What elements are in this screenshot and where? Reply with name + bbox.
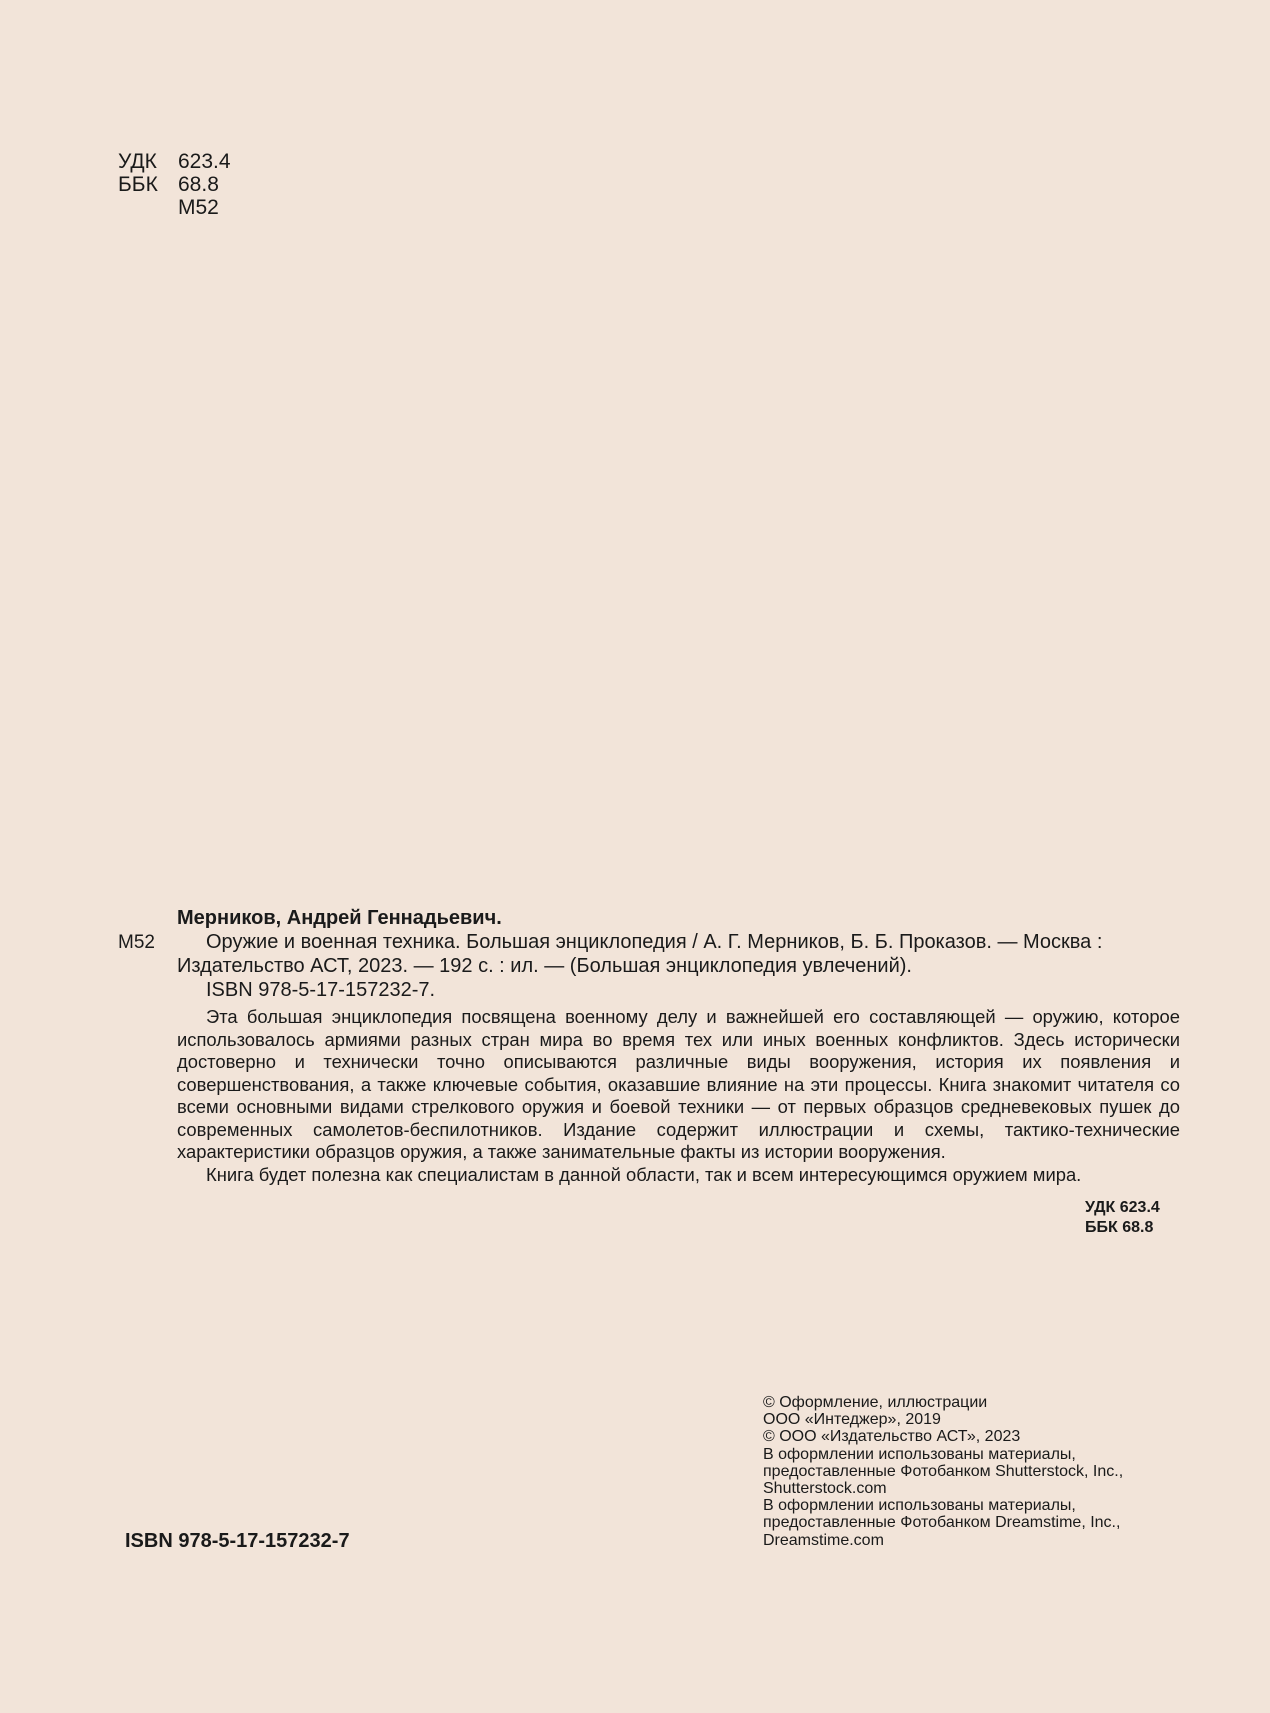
classification-codes-bottom bbox=[1085, 1198, 1160, 1238]
title-line: Оружие и военная техника. Большая энциклопедия / А. Г. Мерников, Б. Б. Проказов. — Москва : bbox=[206, 931, 1103, 953]
annotation-paragraph-1: Эта большая энциклопедия посвящена военному делу и важнейшей его составляющей — оружию, которое использовалось армиями разных стран мира во время тех или иных военных конфликтов. Здесь исторически достоверно и технически точно описываются различные виды вооружения, история их появления и совершенствования, а также ключевые события, оказавшие влияние на эти процессы. Книга знакомит читателя со всеми основными видами стрелкового оружия и боевой техники — от первых образцов средневековых пушек до современных самолетов-беспилотников. Издание содержит иллюстрации и схемы, тактико-технические характеристики образцов оружия, а также занимательные факты из истории вооружения. bbox=[177, 1006, 1180, 1162]
udk-label: УДК bbox=[118, 150, 157, 173]
credit-line: Shutterstock.com bbox=[763, 1480, 887, 1498]
credit-line: В оформлении использованы материалы, bbox=[763, 1497, 1076, 1515]
annotation-paragraph-2: Книга будет полезна как специалистам в данной области, так и всем интересующимся оружием мира. bbox=[206, 1163, 1082, 1185]
bbk-row bbox=[118, 173, 231, 196]
bibliographic-card bbox=[177, 906, 1180, 1186]
credit-line: предоставленные Фотобанком Dreamstime, Inc., bbox=[763, 1514, 1121, 1532]
author-mark-card: М52 bbox=[118, 932, 155, 953]
author-mark-row bbox=[118, 196, 231, 219]
udk-value: 623.4 bbox=[178, 150, 231, 173]
bbk-label: ББК bbox=[118, 173, 158, 196]
author-mark-top: М52 bbox=[178, 196, 219, 219]
credit-line: Dreamstime.com bbox=[763, 1531, 884, 1549]
publisher-line: Издательство АСТ, 2023. — 192 с. : ил. — (Большая энциклопедия увлечений). bbox=[177, 955, 912, 977]
credit-line: © Оформление, иллюстрации bbox=[763, 1394, 988, 1411]
bbk-value: 68.8 bbox=[178, 173, 219, 196]
credit-line: ООО «Интеджер», 2019 bbox=[763, 1411, 941, 1429]
isbn-bottom: ISBN 978-5-17-157232-7 bbox=[125, 1530, 350, 1552]
credit-line: В оформлении использованы материалы, bbox=[763, 1445, 1076, 1463]
copyright-credits bbox=[763, 1394, 1123, 1549]
classification-codes-top bbox=[118, 150, 231, 219]
credit-line: предоставленные Фотобанком Shutterstock, Inc., bbox=[763, 1462, 1124, 1480]
annotation bbox=[177, 1006, 1180, 1186]
udk-bottom: УДК 623.4 bbox=[1085, 1199, 1160, 1216]
author-name: Мерников, Андрей Геннадьевич. bbox=[177, 907, 502, 929]
bbk-bottom: ББК 68.8 bbox=[1085, 1219, 1154, 1236]
credit-line: © ООО «Издательство АСТ», 2023 bbox=[763, 1428, 1021, 1446]
udk-row bbox=[118, 150, 231, 173]
isbn-line: ISBN 978-5-17-157232-7. bbox=[206, 979, 436, 1001]
